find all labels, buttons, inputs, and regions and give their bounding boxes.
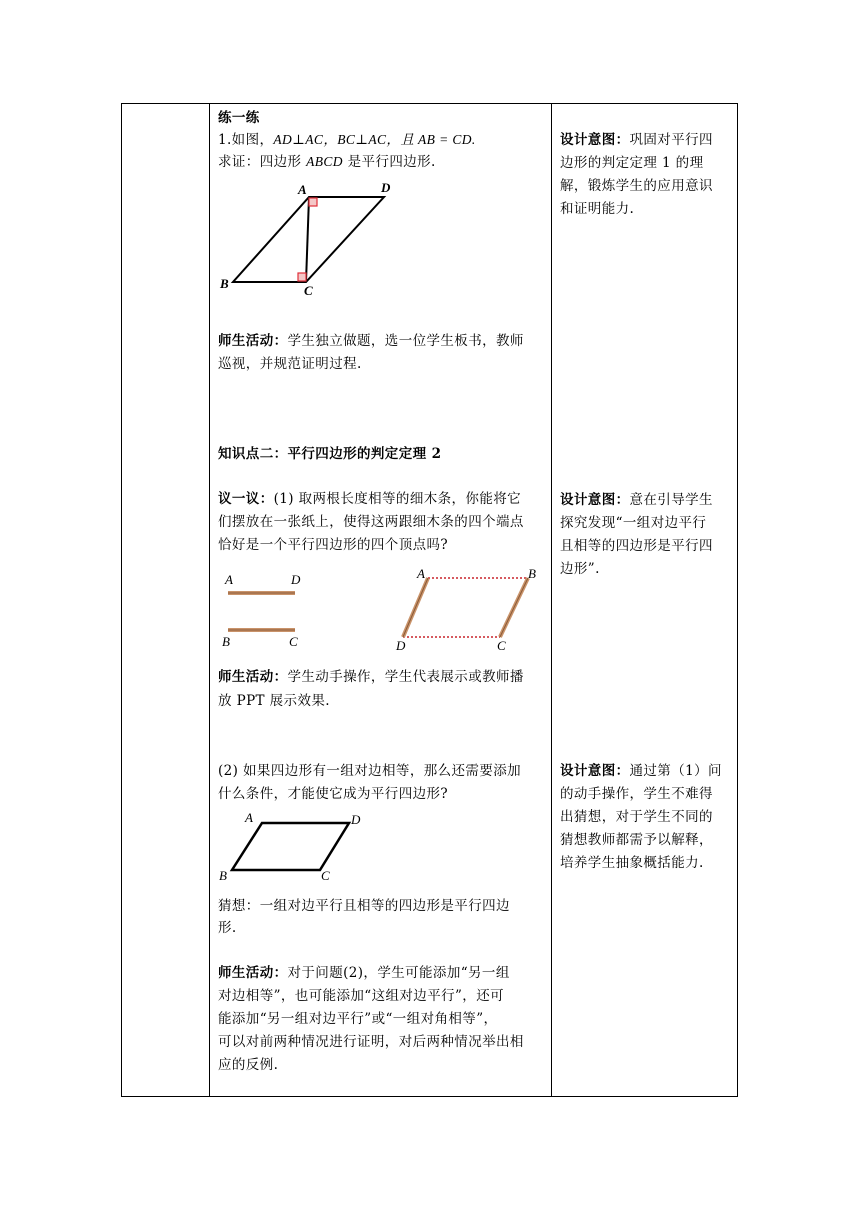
intent2-line2: 探究发现“一组对边平行 (560, 515, 707, 531)
fig3-label-b: B (528, 566, 536, 581)
discuss-text1: (1) 取两根长度相等的细木条，你能将它 (273, 491, 522, 507)
discuss-line2: 们摆放在一张纸上，使得这两跟细木条的四个端点 (218, 514, 524, 530)
fig2-label-a: A (225, 572, 233, 587)
fig4-parallelogram-shape (232, 823, 349, 870)
guess-line1: 猜想：一组对边平行且相等的四边形是平行四边 (218, 898, 510, 914)
intent3-line2: 的动手操作，学生不难得 (560, 786, 713, 802)
question2-activity-text1: 对于问题(2)，学生可能添加“另一组 (287, 965, 510, 981)
intent1-text1: 巩固对平行四 (629, 132, 713, 148)
question2-activity-line5: 应的反例. (218, 1057, 279, 1073)
intent2-text1: 意在引导学生 (629, 492, 713, 508)
knowledge2-heading: 知识点二：平行四边形的判定定理 2 (218, 446, 442, 462)
fig2-label-d: D (291, 572, 301, 587)
intent3-line5: 培养学生抽象概括能力. (560, 855, 704, 871)
fig1-label-d: D (381, 180, 391, 195)
intent1-line3: 解，锻炼学生的应用意识 (560, 178, 713, 194)
intent2-line3: 且相等的四边形是平行四 (560, 538, 713, 554)
fig1-label-b: B (220, 276, 229, 291)
fig4-label-c: C (321, 868, 330, 883)
discuss-line3: 恰好是一个平行四边形的四个顶点吗? (218, 537, 449, 553)
q1-line2-math: ABCD (306, 154, 343, 169)
discuss-label: 议一议： (218, 491, 274, 507)
intent2-label: 设计意图： (560, 492, 630, 508)
guess-line2: 形. (218, 920, 237, 936)
exercise-heading: 练一练 (218, 110, 260, 126)
fig3-label-c: C (497, 638, 506, 653)
discuss-activity-label: 师生活动： (218, 669, 288, 685)
q1-math: AD⊥AC，BC⊥AC，且 AB = CD. (273, 132, 476, 147)
q1-line2-prefix: 求证：四边形 (218, 154, 307, 170)
q1-line2-suffix: 是平行四边形. (342, 154, 436, 170)
q1-prefix: 1.如图， (218, 132, 274, 148)
fig4-label-b: B (219, 868, 227, 883)
fig3-label-d: D (396, 638, 406, 653)
question2-line2: 什么条件，才能使它成为平行四边形? (218, 786, 449, 802)
discuss-activity-text1: 学生动手操作，学生代表展示或教师播 (287, 669, 524, 685)
question2-activity-label: 师生活动： (218, 965, 288, 981)
intent3-line4: 猜想教师都需予以解释， (560, 832, 713, 848)
fig1-label-c: C (304, 283, 313, 298)
question2-activity-line4: 可以对前两种情况进行证明，对后两种情况举出相 (218, 1034, 524, 1050)
fig4-label-d: D (351, 812, 361, 827)
intent2-line4: 边形”. (560, 561, 600, 577)
intent3-line3: 出猜想，对于学生不同的 (560, 809, 713, 825)
question2-activity-line2: 对边相等”，也可能添加“这组对边平行”，还可 (218, 988, 505, 1004)
intent1-line4: 和证明能力. (560, 201, 635, 217)
question2-line1: (2) 如果四边形有一组对边相等，那么还需要添加 (218, 763, 522, 779)
intent3-label: 设计意图： (560, 763, 630, 779)
question2-activity-line1 (218, 962, 510, 984)
discuss-activity-line2: 放 PPT 展示效果. (218, 693, 330, 709)
intent1-line2: 边形的判定定理 1 的理 (560, 155, 704, 171)
intent1-label: 设计意图： (560, 132, 630, 148)
question2-activity-line3: 能添加“另一组对边平行”或“一组对角相等”， (218, 1011, 498, 1027)
exercise-activity-line2: 巡视，并规范证明过程. (218, 356, 362, 372)
fig4-label-a: A (245, 810, 253, 825)
exercise-activity-label: 师生活动： (218, 333, 288, 349)
fig2-label-b: B (222, 634, 230, 649)
exercise-activity-text1: 学生独立做题，选一位学生板书，教师 (287, 333, 524, 349)
fig2-label-c: C (289, 634, 298, 649)
intent3-text1: 通过第（1）问 (629, 763, 722, 779)
fig1-label-a: A (298, 182, 307, 197)
intent3-line1 (560, 760, 722, 782)
fig3-label-a: A (417, 566, 425, 581)
